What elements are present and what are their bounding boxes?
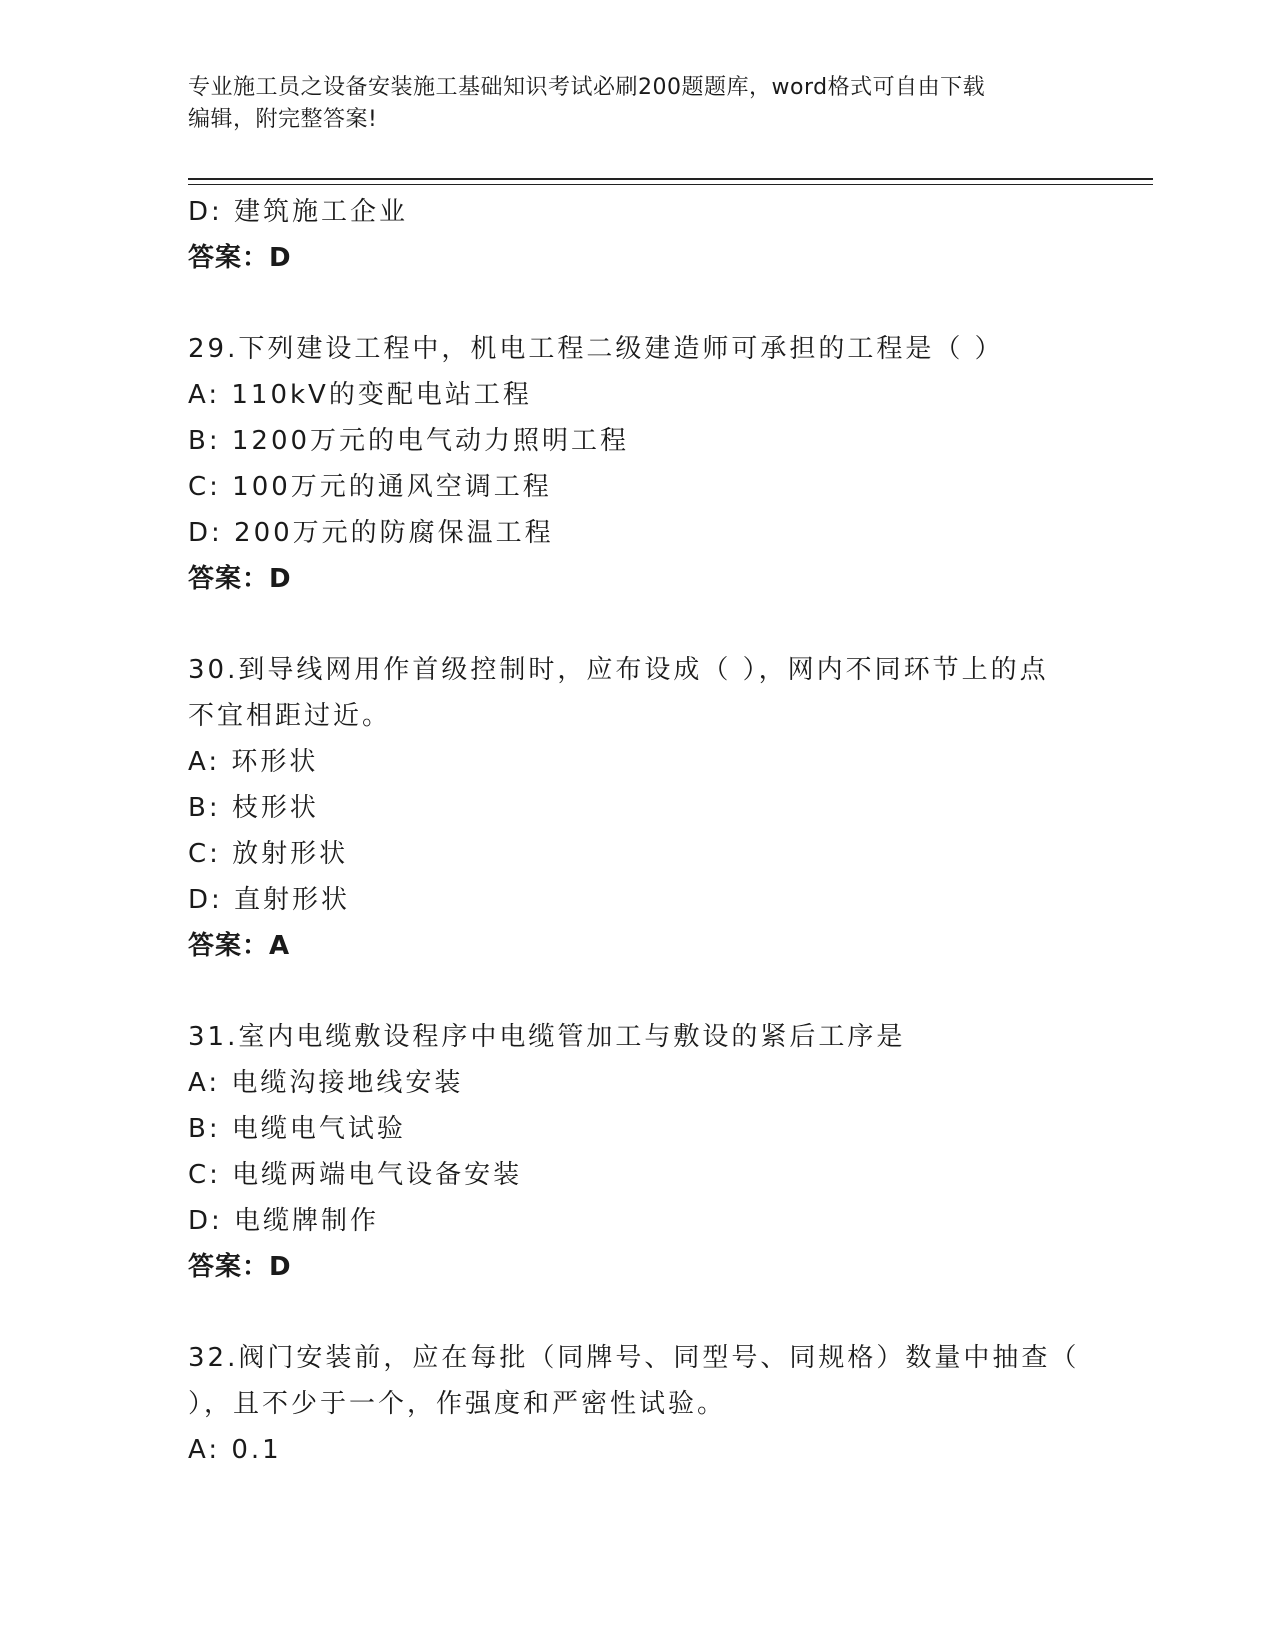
header-line-1: 专业施工员之设备安装施工基础知识考试必刷200题题库，word格式可自由下载	[188, 75, 986, 100]
option-d: D: 直射形状	[188, 885, 351, 915]
option-d: D: 建筑施工企业	[188, 197, 409, 227]
question-list	[188, 189, 1088, 1473]
option-c: C: 100万元的通风空调工程	[188, 472, 552, 502]
spacer	[188, 281, 1088, 326]
question-stem: 30.到导线网用作首级控制时，应布设成（ ），网内不同环节上的点	[188, 655, 1049, 685]
spacer	[188, 602, 1088, 647]
option-b: B: 电缆电气试验	[188, 1114, 406, 1144]
header-line-2: 编辑，附完整答案!	[188, 107, 378, 132]
option-a: A: 0.1	[188, 1435, 282, 1465]
option-d: D: 200万元的防腐保温工程	[188, 518, 554, 548]
option-a: A: 环形状	[188, 747, 319, 777]
answer-line: 答案：D	[188, 564, 292, 594]
option-a: A: 110kV的变配电站工程	[188, 380, 532, 410]
question-block	[188, 1014, 1088, 1290]
question-block	[188, 647, 1088, 969]
question-block	[188, 326, 1088, 602]
question-stem-continued: 不宜相距过近。	[188, 701, 392, 731]
option-a: A: 电缆沟接地线安装	[188, 1068, 464, 1098]
spacer	[188, 969, 1088, 1014]
answer-line: 答案：D	[188, 243, 292, 273]
option-d: D: 电缆牌制作	[188, 1206, 380, 1236]
question-stem: 31.室内电缆敷设程序中电缆管加工与敷设的紧后工序是	[188, 1022, 906, 1052]
question-stem: 32.阀门安装前，应在每批（同牌号、同型号、同规格）数量中抽查（	[188, 1343, 1080, 1373]
option-c: C: 电缆两端电气设备安装	[188, 1160, 523, 1190]
option-c: C: 放射形状	[188, 839, 349, 869]
header-divider-thick	[188, 178, 1153, 180]
page-header	[188, 72, 1068, 136]
option-b: B: 枝形状	[188, 793, 319, 823]
question-block	[188, 1335, 1088, 1473]
answer-line: 答案：A	[188, 931, 291, 961]
spacer	[188, 1290, 1088, 1335]
option-b: B: 1200万元的电气动力照明工程	[188, 426, 630, 456]
question-stem: 29.下列建设工程中，机电工程二级建造师可承担的工程是（ ）	[188, 334, 1004, 364]
question-stem-continued: ），且不少于一个，作强度和严密性试验。	[188, 1389, 727, 1419]
answer-line: 答案：D	[188, 1252, 292, 1282]
header-divider-thin	[188, 184, 1153, 185]
